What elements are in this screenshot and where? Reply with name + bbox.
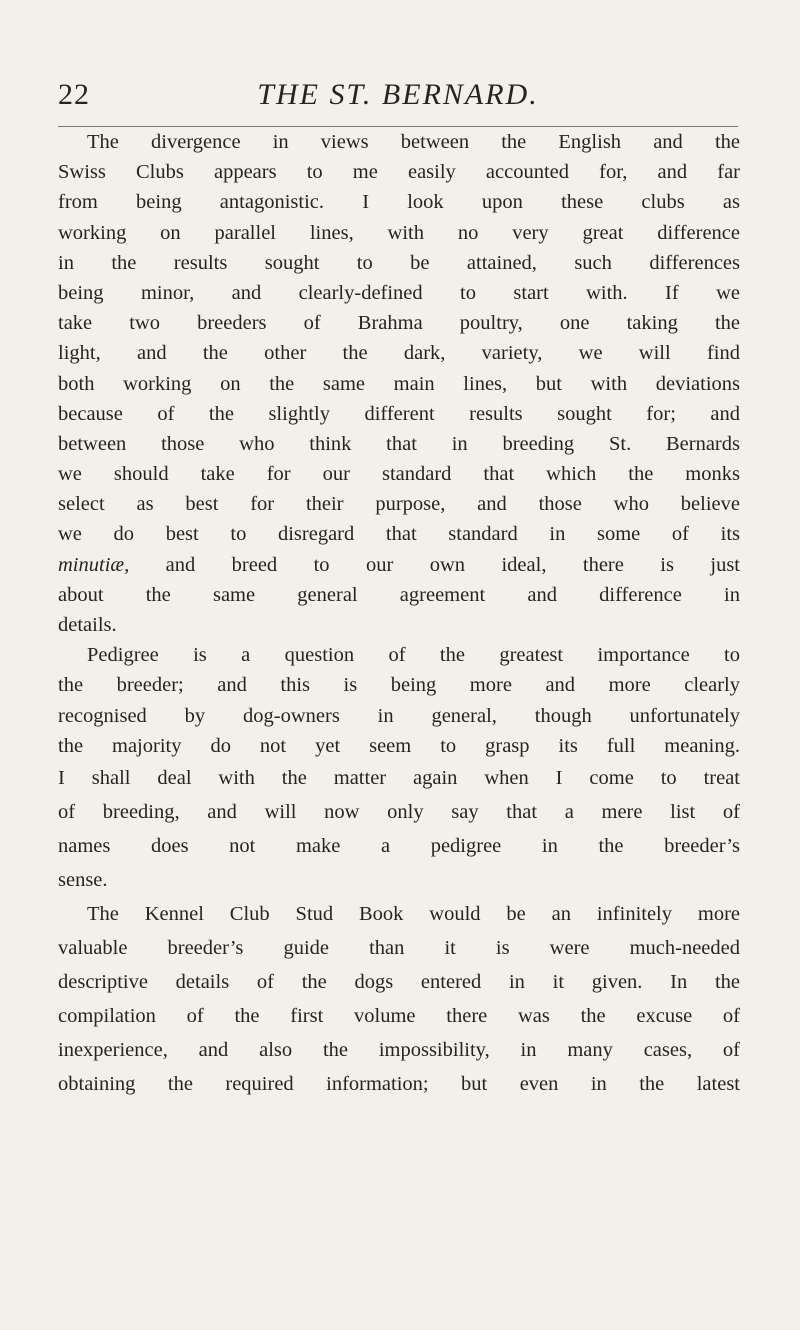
text-line: the breeder; and this is being more and more clearly	[58, 674, 740, 697]
text-line: descriptive details of the dogs entered in it given. In the	[58, 970, 740, 993]
text-line: recognised by dog-owners in general, though unfortunately	[58, 704, 740, 727]
text-line: The Kennel Club Stud Book would be an infinitely more	[87, 902, 740, 925]
text-line: take two breeders of Brahma poultry, one taking the	[58, 312, 740, 335]
text-line: we should take for our standard that which the monks	[58, 463, 740, 486]
text-line: being minor, and clearly-defined to start with. If we	[58, 281, 740, 304]
page-number: 22	[58, 78, 90, 111]
text-line: valuable breeder’s guide than it is were much-needed	[58, 936, 740, 959]
text-line: The divergence in views between the English and the	[87, 131, 740, 153]
running-title: THE ST. BERNARD.	[257, 78, 539, 111]
text-line: in the results sought to be attained, such differences	[58, 251, 740, 274]
text-line: compilation of the first volume there was the excuse of	[58, 1004, 740, 1027]
text-line: working on parallel lines, with no very great difference	[58, 221, 740, 244]
text-line: about the same general agreement and difference in	[58, 583, 740, 606]
text-line-italic-start	[58, 550, 740, 580]
text-line: both working on the same main lines, but with deviations	[58, 372, 740, 395]
text-line: inexperience, and also the impossibility, in many cases, of	[58, 1038, 740, 1061]
text-line: from being antagonistic. I look upon these clubs as	[58, 191, 740, 214]
text-line: the majority do not yet seem to grasp its full meaning.	[58, 734, 740, 757]
text-line: names does not make a pedigree in the breeder’s	[58, 834, 740, 857]
text-line: details.	[58, 614, 117, 636]
running-head	[58, 78, 738, 118]
text-line: Swiss Clubs appears to me easily accounted for, and far	[58, 161, 740, 184]
text-line: sense.	[58, 868, 108, 891]
text-line: of breeding, and will now only say that a mere list of	[58, 800, 740, 823]
text-line: light, and the other the dark, variety, we will find	[58, 342, 740, 365]
body-text	[58, 127, 740, 1101]
italic-word: minutiæ,	[58, 553, 130, 576]
text-line: we do best to disregard that standard in some of its	[58, 523, 740, 546]
text-line: I shall deal with the matter again when I come to treat	[58, 766, 740, 789]
text-line: obtaining the required information; but even in the latest	[58, 1072, 740, 1095]
text-line-rest: and breed to our own ideal, there is just	[129, 553, 740, 576]
text-line: Pedigree is a question of the greatest importance to	[87, 644, 740, 667]
text-line: because of the slightly different results sought for; and	[58, 402, 740, 425]
text-line: between those who think that in breeding St. Bernards	[58, 432, 740, 455]
text-line: select as best for their purpose, and those who believe	[58, 493, 740, 516]
